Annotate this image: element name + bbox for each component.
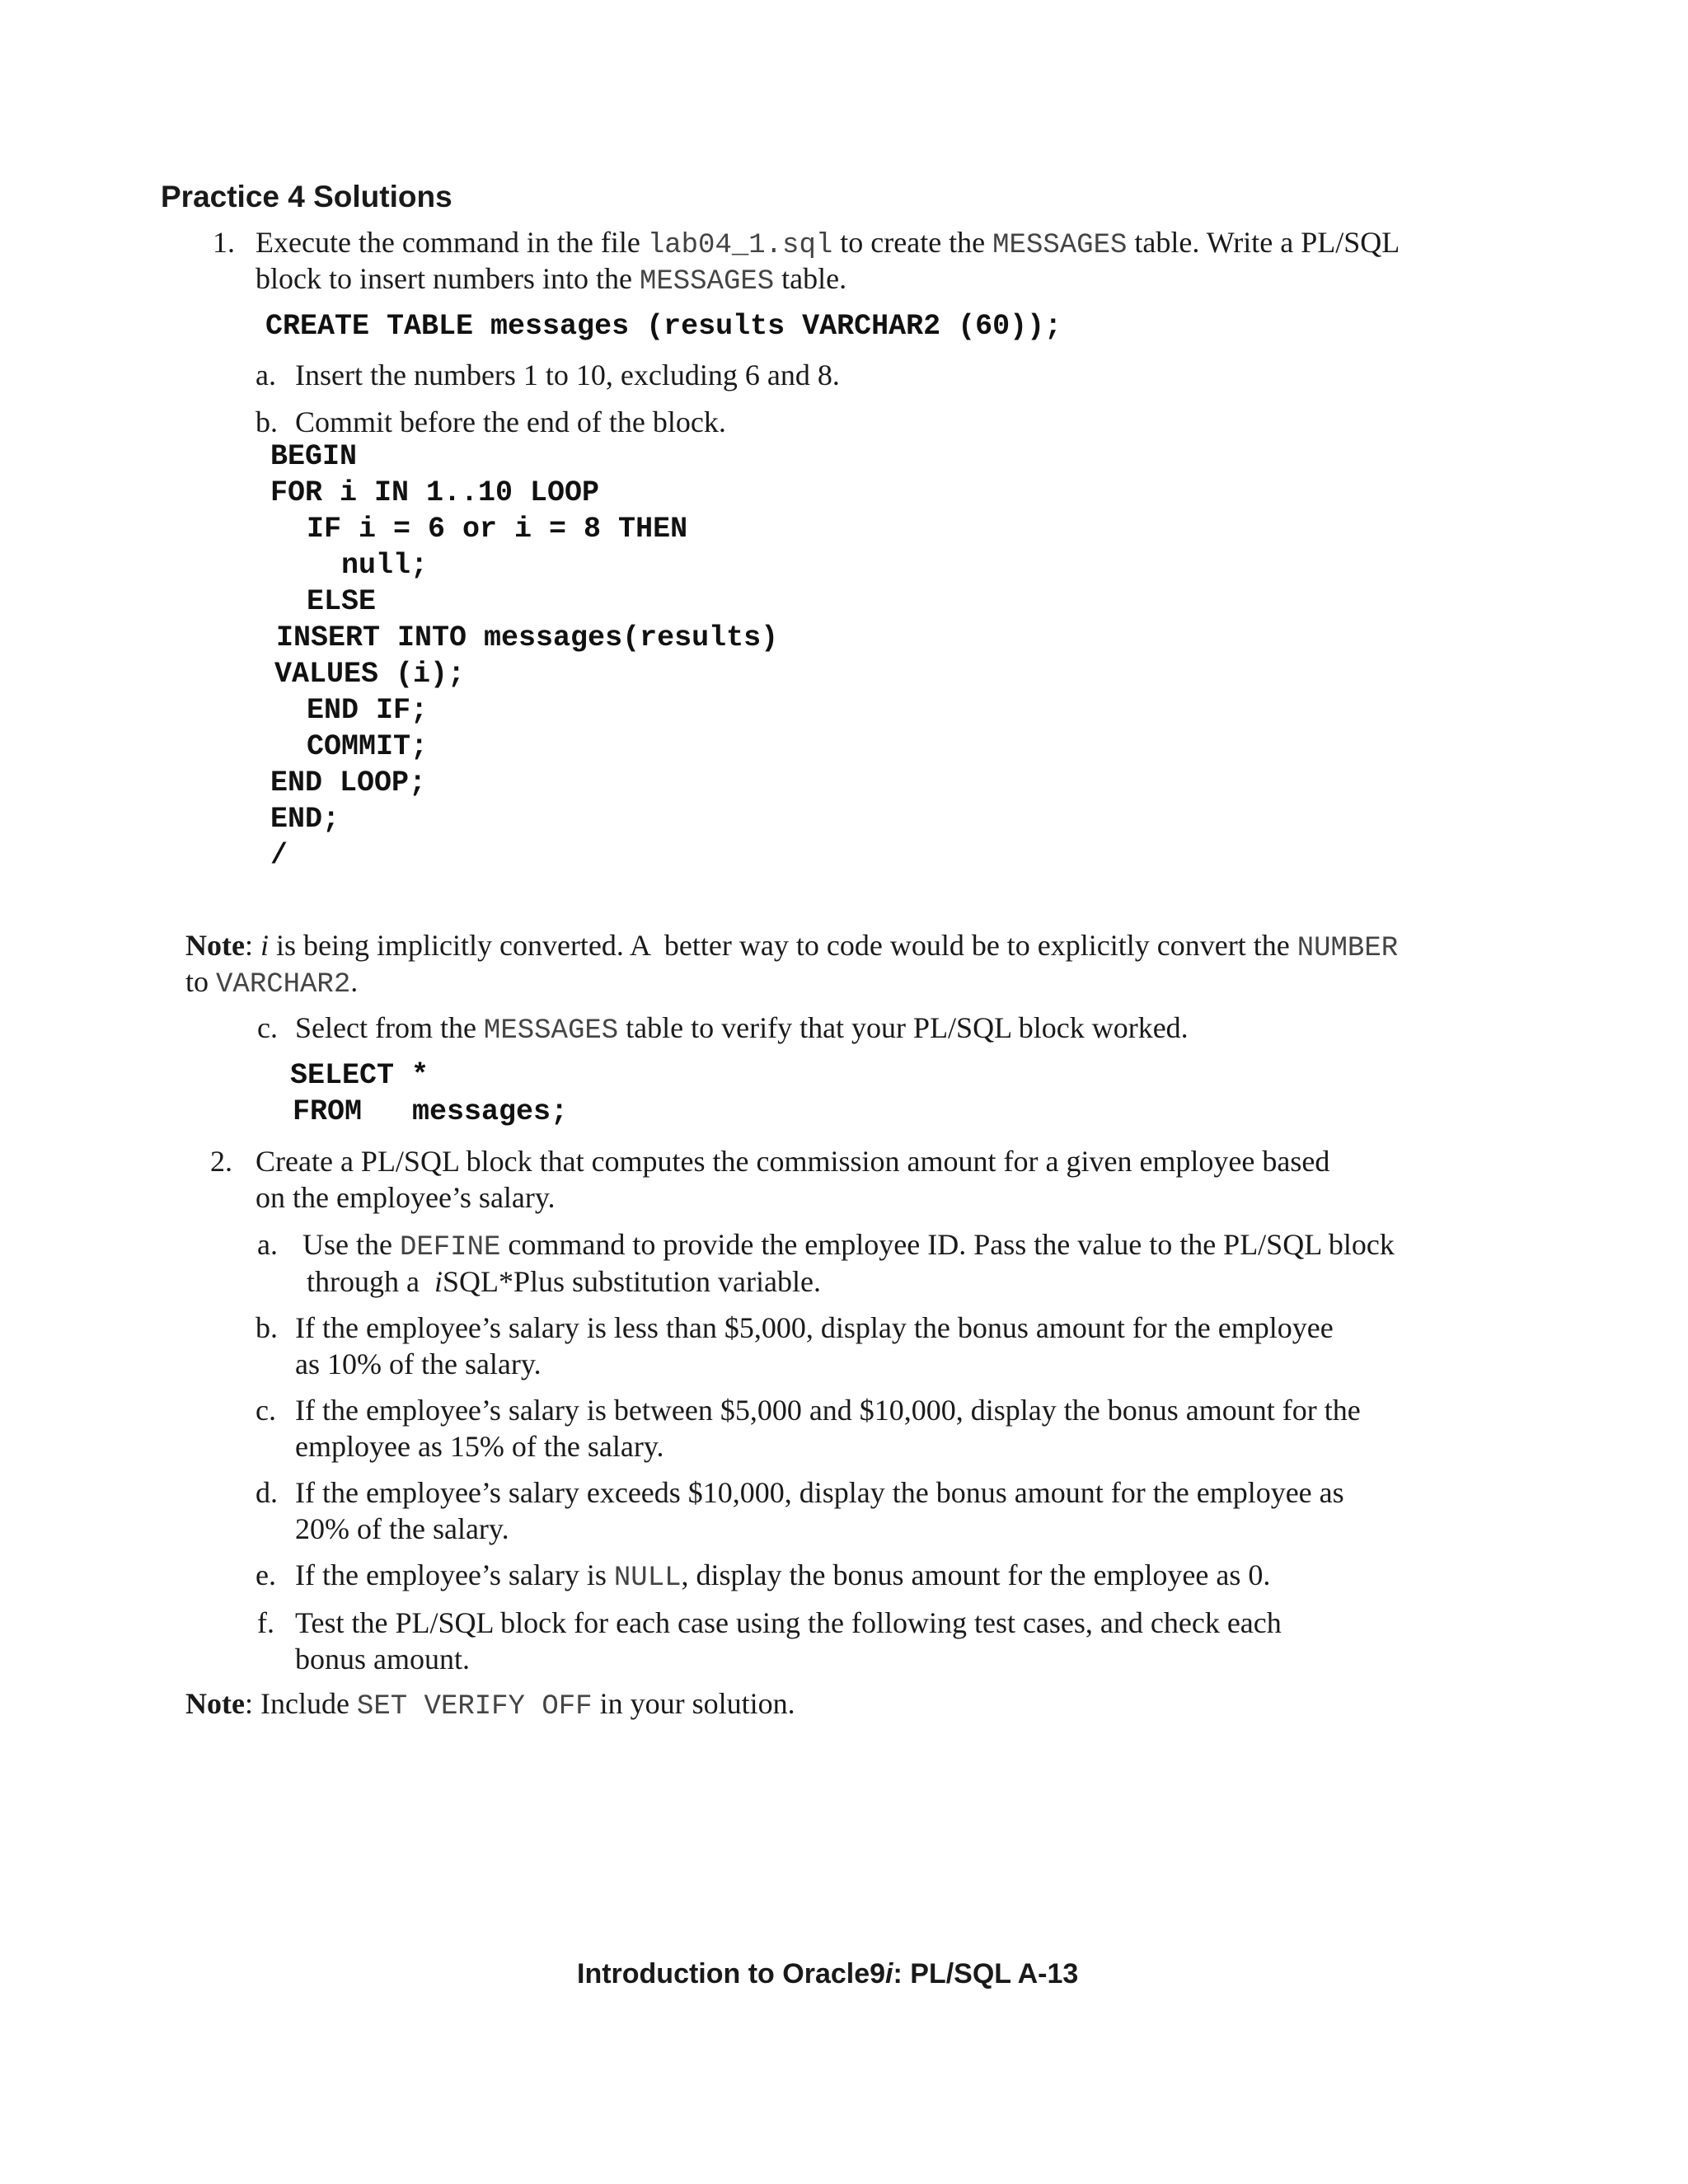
q2-line-2: on the employee’s salary. (256, 1181, 556, 1214)
code-line: END IF; (307, 694, 429, 727)
file-name: lab04_1.sql (647, 230, 833, 261)
q1-c-text: Select from the MESSAGES table to verify that your PL/SQL block worked. (295, 1011, 1189, 1047)
q2-e-label: e. (256, 1558, 276, 1591)
q1-a-text: Insert the numbers 1 to 10, excluding 6 and 8. (295, 359, 840, 391)
q1-number: 1. (213, 226, 235, 259)
select-line: SELECT * (290, 1059, 429, 1092)
code-line: END LOOP; (270, 766, 427, 799)
create-table-statement: CREATE TABLE messages (results VARCHAR2 (60)); (265, 310, 1062, 343)
code-line: null; (341, 549, 429, 582)
q2-a-line-1: Use the DEFINE command to provide the employee ID. Pass the value to the PL/SQL block (302, 1228, 1395, 1263)
note-set-verify: Note: Include SET VERIFY OFF in your solution. (185, 1687, 795, 1722)
q2-f-line-2: bonus amount. (295, 1643, 470, 1675)
q1-c-label: c. (257, 1011, 278, 1044)
note-implicit-conversion: Note: i is being implicitly converted. A better way to code would be to explicitly convert the NUMBER (185, 929, 1399, 964)
q2-a-label: a. (257, 1228, 278, 1261)
q2-d-label: d. (256, 1476, 278, 1509)
q2-e-text: If the employee’s salary is NULL, display the bonus amount for the employee as 0. (295, 1558, 1271, 1594)
page-footer: Introduction to Oracle9i: PL/SQL A-13 (577, 1958, 1079, 1990)
q1-b-text: Commit before the end of the block. (295, 405, 726, 438)
code-line: IF i = 6 or i = 8 THEN (307, 513, 688, 546)
note-implicit-conversion-line-2: to VARCHAR2. (185, 965, 359, 1001)
q2-number: 2. (210, 1145, 232, 1178)
code-line: BEGIN (270, 440, 358, 473)
table-name: MESSAGES (992, 230, 1128, 261)
code-line: COMMIT; (307, 730, 429, 763)
table-name: MESSAGES (639, 266, 775, 298)
code-line: ELSE (307, 585, 377, 618)
code-line: END; (270, 803, 340, 836)
q2-d-line-1: If the employee’s salary exceeds $10,000, display the bonus amount for the employee as (295, 1476, 1344, 1509)
code-line: VALUES (i); (274, 658, 466, 691)
q2-d-line-2: 20% of the salary. (295, 1512, 509, 1545)
q2-b-label: b. (256, 1311, 278, 1344)
code-line: INSERT INTO messages(results) (276, 621, 779, 654)
q2-c-line-1: If the employee’s salary is between $5,000 and $10,000, display the bonus amount for the (295, 1394, 1361, 1427)
q2-c-label: c. (256, 1394, 276, 1427)
from-table: messages; (412, 1095, 569, 1128)
page-heading: Practice 4 Solutions (161, 180, 452, 213)
q1-line-2: block to insert numbers into the MESSAGES table. (256, 262, 847, 298)
from-keyword: FROM (293, 1095, 363, 1128)
code-line: FOR i IN 1..10 LOOP (270, 476, 600, 509)
q2-c-line-2: employee as 15% of the salary. (295, 1430, 664, 1463)
q1-b-label: b. (256, 405, 278, 438)
q1-a-label: a. (256, 359, 276, 391)
q2-b-line-2: as 10% of the salary. (295, 1347, 542, 1380)
q2-f-label: f. (257, 1606, 274, 1639)
q2-a-line-2: through a iSQL*Plus substitution variable. (307, 1265, 821, 1298)
q2-b-line-1: If the employee’s salary is less than $5,000, display the bonus amount for the employee (295, 1311, 1334, 1344)
q1-line-1: Execute the command in the file lab04_1.sql to create the MESSAGES table. Write a PL/SQL (256, 226, 1400, 261)
q2-line-1: Create a PL/SQL block that computes the commission amount for a given employee based (256, 1145, 1330, 1178)
code-line: / (270, 839, 288, 872)
table-name: MESSAGES (483, 1015, 619, 1047)
q2-f-line-1: Test the PL/SQL block for each case using the following test cases, and check each (295, 1606, 1282, 1639)
